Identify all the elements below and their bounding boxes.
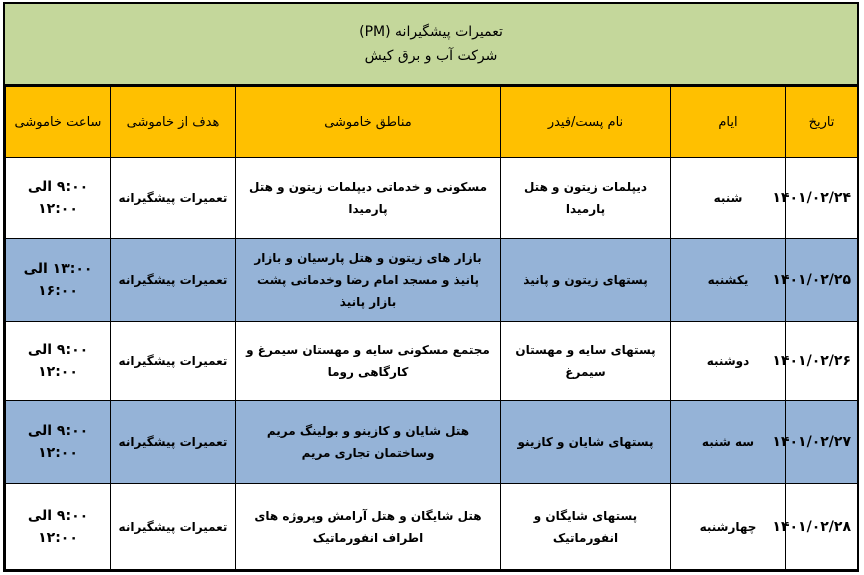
header-purpose: هدف از خاموشی xyxy=(111,87,236,158)
schedule-sheet xyxy=(3,2,859,572)
cell-day: یکشنبه xyxy=(671,239,786,322)
cell-feeder: پستهای شایگان و انفورماتیک xyxy=(501,484,671,570)
cell-purpose: تعمیرات پیشگیرانه xyxy=(111,401,236,484)
cell-date: ۱۴۰۱/۰۲/۲۷ xyxy=(786,401,858,484)
header-date: تاریخ xyxy=(786,87,858,158)
header-areas: مناطق خاموشی xyxy=(236,87,501,158)
cell-day: چهارشنبه xyxy=(671,484,786,570)
cell-areas: مجتمع مسکونی سایه و مهستان سیمرغ و کارگاهی روما xyxy=(236,322,501,401)
cell-feeder: دیپلمات زیتون و هتل پارمیدا xyxy=(501,158,671,239)
table-row xyxy=(6,401,858,484)
cell-feeder: پستهای سایه و مهستان سیمرغ xyxy=(501,322,671,401)
cell-time: ۹:۰۰ الی ۱۲:۰۰ xyxy=(6,484,111,570)
cell-date: ۱۴۰۱/۰۲/۲۴ xyxy=(786,158,858,239)
cell-day: سه شنبه xyxy=(671,401,786,484)
cell-date: ۱۴۰۱/۰۲/۲۸ xyxy=(786,484,858,570)
cell-purpose: تعمیرات پیشگیرانه xyxy=(111,484,236,570)
company-name: شرکت آب و برق کیش xyxy=(364,48,498,64)
cell-purpose: تعمیرات پیشگیرانه xyxy=(111,322,236,401)
cell-areas: بازار های زیتون و هتل پارسیان و بازار پانیذ و مسجد امام رضا وخدماتی پشت بازار پانیذ xyxy=(236,239,501,322)
cell-time: ۹:۰۰ الی ۱۲:۰۰ xyxy=(6,401,111,484)
header-day: ایام xyxy=(671,87,786,158)
cell-areas: هتل شایان و کازینو و بولینگ مریم وساختمان تجاری مریم xyxy=(236,401,501,484)
cell-purpose: تعمیرات پیشگیرانه xyxy=(111,239,236,322)
table-row xyxy=(6,484,858,570)
cell-areas: هتل شایگان و هتل آرامش وپروژه های اطراف انفورماتیک xyxy=(236,484,501,570)
cell-date: ۱۴۰۱/۰۲/۲۵ xyxy=(786,239,858,322)
cell-day: شنبه xyxy=(671,158,786,239)
cell-purpose: تعمیرات پیشگیرانه xyxy=(111,158,236,239)
outage-schedule-table xyxy=(5,86,858,570)
cell-day: دوشنبه xyxy=(671,322,786,401)
cell-time: ۱۳:۰۰ الی ۱۶:۰۰ xyxy=(6,239,111,322)
table-header-row xyxy=(6,87,858,158)
cell-time: ۹:۰۰ الی ۱۲:۰۰ xyxy=(6,158,111,239)
header-feeder: نام پست/فیدر xyxy=(501,87,671,158)
table-row xyxy=(6,322,858,401)
cell-feeder: پستهای شایان و کازینو xyxy=(501,401,671,484)
header-time: ساعت خاموشی xyxy=(6,87,111,158)
table-row xyxy=(6,158,858,239)
cell-date: ۱۴۰۱/۰۲/۲۶ xyxy=(786,322,858,401)
title-block xyxy=(5,4,857,86)
cell-feeder: پستهای زیتون و پانیذ xyxy=(501,239,671,322)
page-title: تعمیرات پیشگیرانه (PM) xyxy=(359,24,503,40)
cell-areas: مسکونی و خدماتی دیپلمات زیتون و هتل پارمیدا xyxy=(236,158,501,239)
cell-time: ۹:۰۰ الی ۱۲:۰۰ xyxy=(6,322,111,401)
table-row xyxy=(6,239,858,322)
